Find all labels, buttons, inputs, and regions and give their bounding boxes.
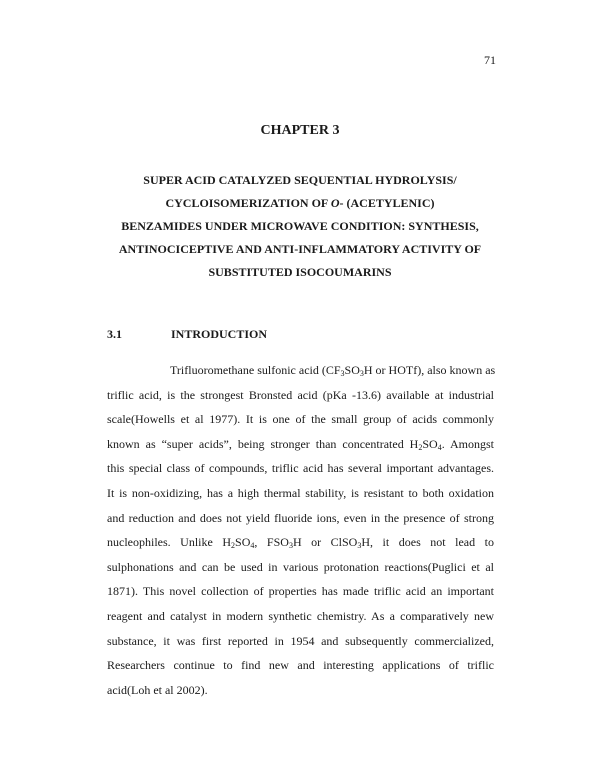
paragraph-line: nucleophiles. Unlike $H_2SO_4$, $FSO_3H$ or ClSO$_3$H, it does not lead to	[107, 535, 494, 551]
paragraph-line: Trifluoromethane sulfonic acid ($CF_3SO_3H$ or HOTf), also known as	[170, 363, 496, 378]
paragraph-line: triflic acid, is the strongest Bronsted acid (pKa -13.6) available at industrial	[107, 387, 494, 402]
chapter-title-line: ANTINOCICEPTIVE AND ANTI-INFLAMMATORY ACTIVITY OF	[118, 242, 482, 256]
paragraph-line: It is non-oxidizing, has a high thermal stability, is resistant to both oxidation	[107, 485, 494, 500]
paragraph-line: substance, it was first reported in 1954 and subsequently commercialized,	[107, 633, 494, 648]
paragraph-line: known as “super acids”, being stronger than concentrated $H_2SO_4$. Amongst	[107, 436, 494, 452]
section-title: INTRODUCTION	[171, 327, 268, 341]
chapter-title-line	[0, 192, 600, 215]
chapter-title-line: SUPER ACID CATALYZED SEQUENTIAL HYDROLYSIS/	[143, 173, 457, 187]
chapter-title-line: BENZAMIDES UNDER MICROWAVE CONDITION: SYNTHESIS,	[121, 219, 479, 233]
body-paragraph	[107, 358, 494, 702]
chapter-title-italic-o: O	[330, 196, 340, 210]
paragraph-line: reagent and catalyst in modern synthetic chemistry. As a comparatively new	[107, 608, 494, 623]
chapter-heading: CHAPTER 3	[260, 123, 340, 138]
paragraph-line: 1871). This novel collection of properties has made triflic acid an important	[107, 584, 494, 599]
section-number: 3.1	[107, 327, 122, 341]
chapter-title	[0, 169, 600, 284]
section-heading	[107, 327, 527, 342]
paragraph-line: scale(Howells et al 1977). It is one of the small group of acids commonly	[107, 412, 494, 427]
page-number: 71	[484, 53, 496, 67]
paragraph-line: acid(Loh et al 2002).	[107, 682, 208, 697]
chapter-title-text: CYCLOISOMERIZATION OF	[165, 196, 328, 210]
paragraph-line: this special class of compounds, triflic acid has several important advantages.	[107, 461, 494, 476]
chapter-title-line: SUBSTITUTED ISOCOUMARINS	[208, 265, 392, 279]
paragraph-line: and reduction and does not yield fluoride ions, even in the presence of strong	[107, 510, 494, 525]
paragraph-line: Researchers continue to find new and interesting applications of triflic	[107, 658, 494, 673]
paragraph-line: sulphonations and can be used in various protonation reactions(Puglici et al	[107, 559, 494, 574]
chapter-title-text: - (ACETYLENIC)	[339, 196, 435, 210]
